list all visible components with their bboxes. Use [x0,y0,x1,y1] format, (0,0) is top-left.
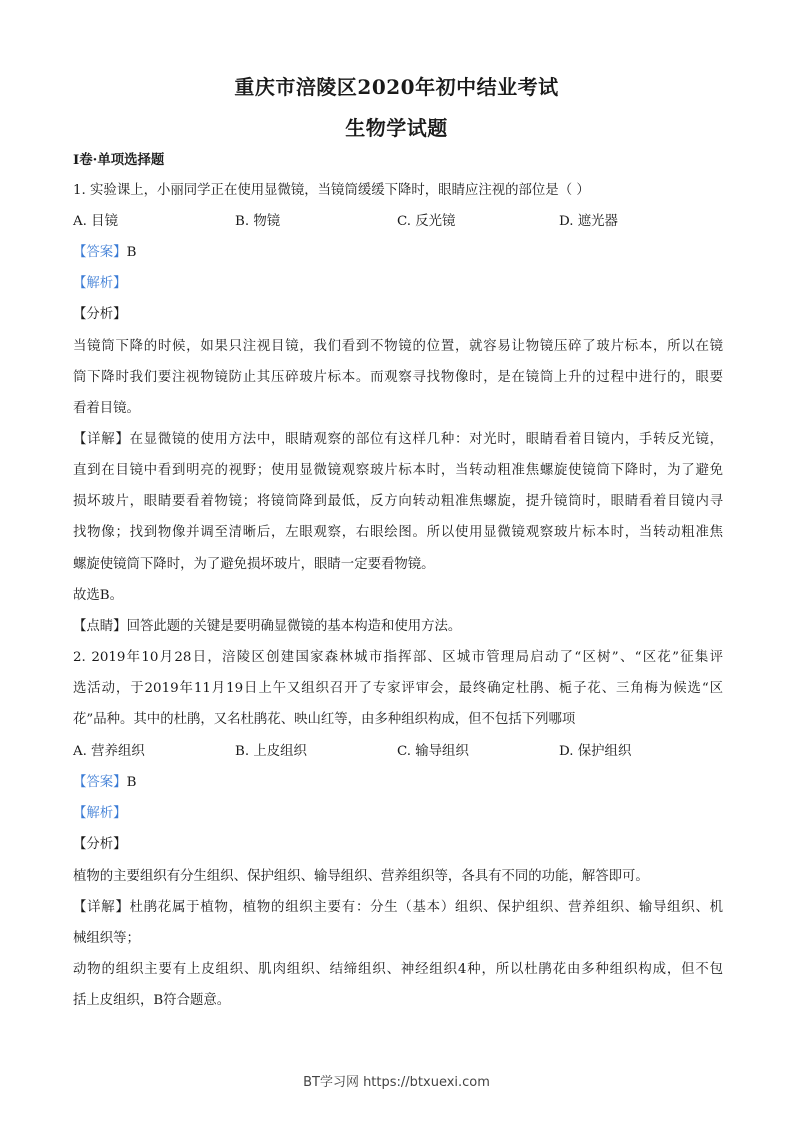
q1-xiangjie-line: 找物像；找到物像并调至清晰后，左眼观察，右眼绘图。所以使用显微镜观察玻片标本时，当转动粗准焦 [73,525,723,540]
q2-analysis-tag: 【解析】 [73,806,127,821]
q1-option-d: D. 遮光器 [559,214,618,229]
q1-xiangjie-line: 直到在目镜中看到明亮的视野；使用显微镜观察玻片标本时，当转动粗准焦螺旋使镜筒下降时，为了避免 [73,463,723,478]
q2-answer-row [73,773,723,793]
q1-xiangjie-line [73,430,723,450]
q1-xiangjie-tag: 【详解】 [73,432,130,447]
q2-option-d: D. 保护组织 [559,744,632,759]
q1-dianjing: 回答此题的关键是要明确显微镜的基本构造和使用方法。 [126,619,462,634]
page-subtitle: 生物学试题 [345,116,448,140]
q1-fenxi-line: 当镜筒下降的时候，如果只注视目镜，我们看到不物镜的位置，就容易让物镜压碎了玻片标本，所以在镜 [73,339,723,354]
q1-dianjing-row [73,617,723,637]
footer-watermark[interactable]: BT学习网 https://btxuexi.com [303,1075,490,1090]
section-heading: Ⅰ卷·单项选择题 [73,152,165,168]
q2-fenxi-tag: 【分析】 [73,837,127,852]
q2-stem-line: 2. 2019年10月28日，涪陵区创建国家森林城市指挥部、区城市管理局启动了“区树”、“区花”征集评 [73,650,723,665]
q2-answer: B [126,775,137,790]
q2-xiangjie-line: 械组织等； [73,931,140,946]
q1-analysis-tag: 【解析】 [73,276,127,291]
q2-stem-line: 花”品种。其中的杜鹃，又名杜鹃花、映山红等，由多种组织构成，但不包括下列哪项 [73,712,576,727]
page-title: 重庆市涪陵区2020年初中结业考试 [234,75,559,99]
q1-fenxi-tag: 【分析】 [73,307,127,322]
q1-xiangjie-line: 损坏玻片，眼睛要看着物镜；将镜筒降到最低，反方向转动粗准焦螺旋，提升镜筒时，眼睛看着目镜内寻 [73,494,723,509]
q2-extra-line: 括上皮组织，B符合题意。 [73,993,231,1008]
q1-fenxi-line: 筒下降时我们要注视物镜防止其压碎玻片标本。而观察寻找物像时，是在镜筒上升的过程中进行的，眼要 [73,370,723,385]
q1-conclusion: 故选B。 [73,588,124,603]
q1-option-a: A. 目镜 [73,214,118,229]
q2-extra-line: 动物的组织主要有上皮组织、肌肉组织、结缔组织、神经组织4种，所以杜鹃花由多种组织构成，但不包 [73,962,723,977]
q1-xiangjie-text: 在显微镜的使用方法中，眼睛观察的部位有这样几种：对光时，眼睛看着目镜内，手转反光镜， [129,432,724,447]
q2-option-a: A. 营养组织 [73,744,145,759]
q1-dianjing-tag: 【点睛】 [73,619,127,634]
q2-stem-line: 选活动，于2019年11月19日上午又组织召开了专家评审会，最终确定杜鹃、栀子花、三角梅为候选“区 [73,681,723,696]
q2-fenxi: 植物的主要组织有分生组织、保护组织、输导组织、营养组织等，各具有不同的功能，解答即可。 [73,869,649,884]
q2-answer-tag: 【答案】 [73,775,127,790]
q2-xiangjie-text: 杜鹃花属于植物，植物的组织主要有：分生（基本）组织、保护组织、营养组织、输导组织、机 [129,900,724,915]
q1-answer-row [73,243,723,263]
q1-option-b: B. 物镜 [235,214,281,229]
q1-option-c: C. 反光镜 [397,214,456,229]
q2-xiangjie-line [73,898,723,918]
q1-answer: B [126,245,137,260]
q1-answer-tag: 【答案】 [73,245,127,260]
q2-option-c: C. 输导组织 [397,744,469,759]
q2-option-b: B. 上皮组织 [235,744,307,759]
q1-xiangjie-line: 螺旋使镜筒下降时，为了避免损坏玻片，眼睛一定要看物镜。 [73,557,435,572]
q2-xiangjie-tag: 【详解】 [73,900,130,915]
q1-stem: 1. 实验课上，小丽同学正在使用显微镜，当镜筒缓缓下降时，眼睛应注视的部位是（ ） [73,183,590,198]
q1-fenxi-line: 看着目镜。 [73,401,140,416]
